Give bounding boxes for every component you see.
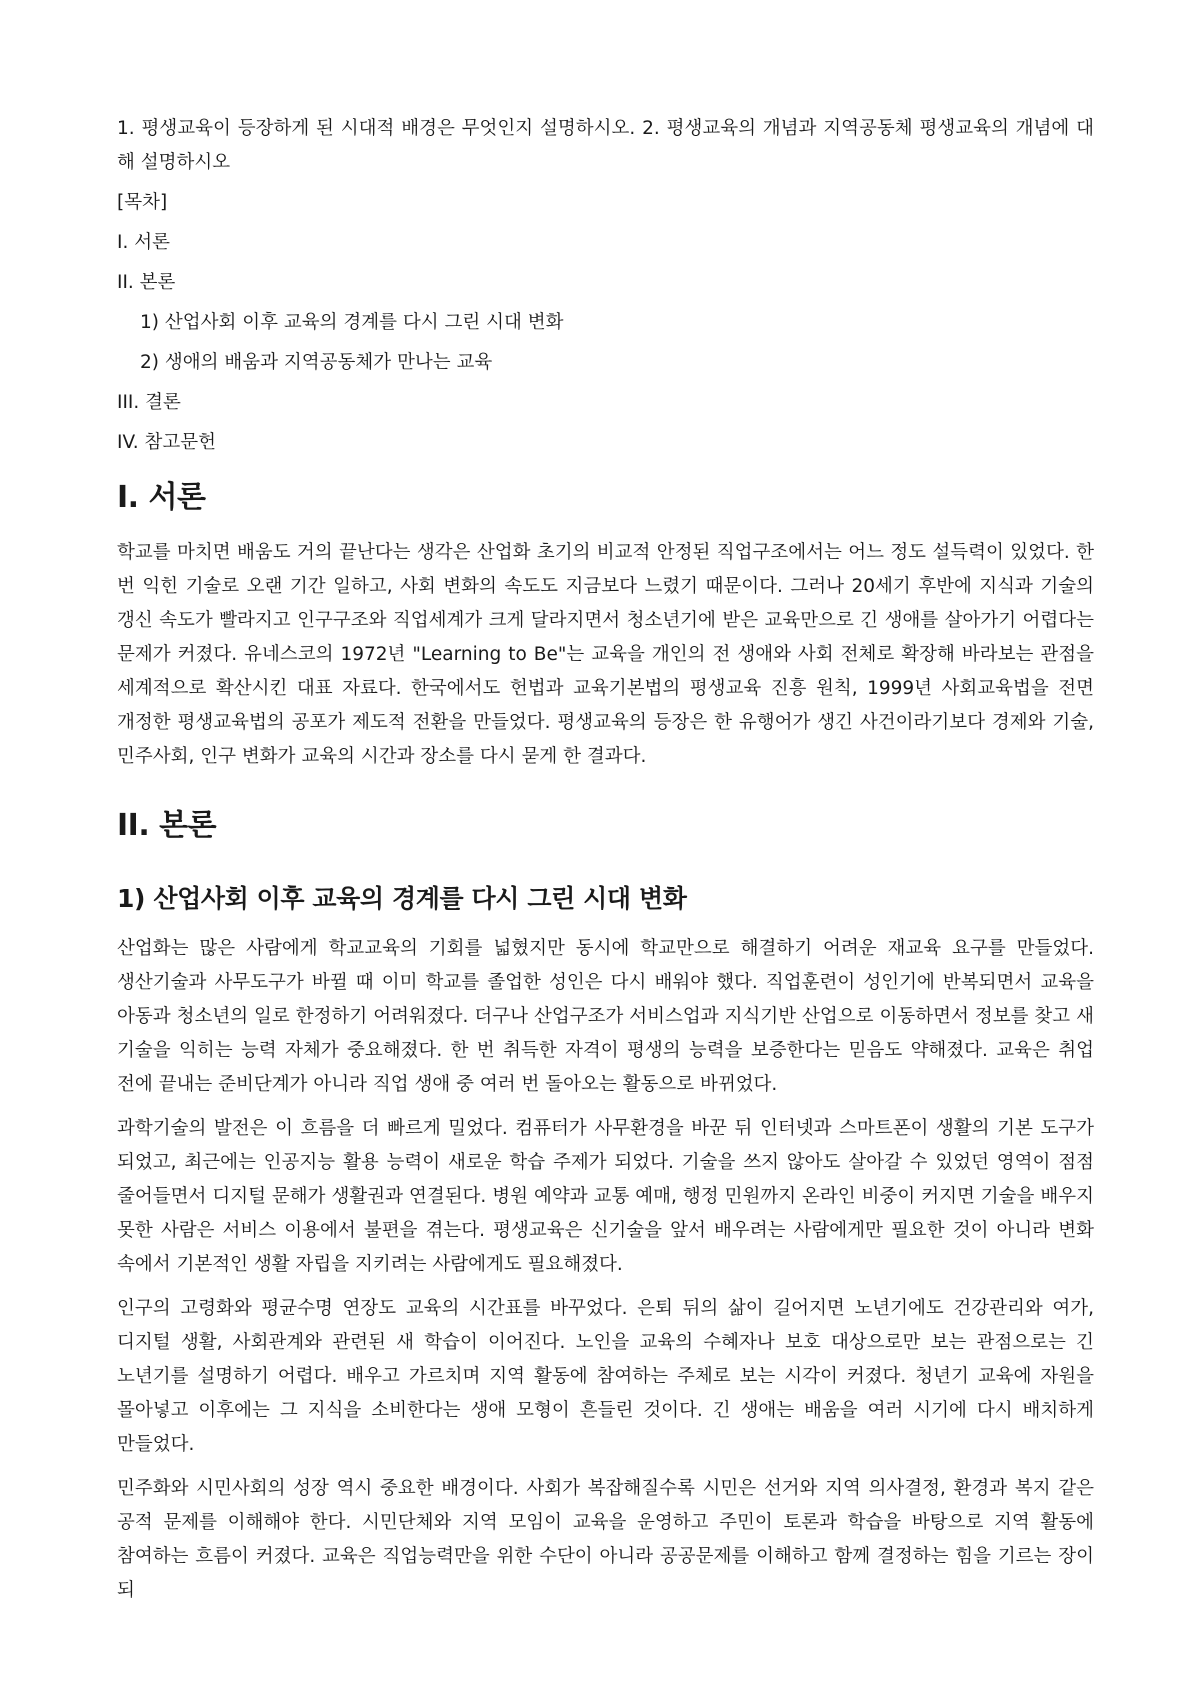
toc-item-conclusion: III. 결론 xyxy=(117,392,181,413)
toc-subitem-1: 1) 산업사회 이후 교육의 경계를 다시 그린 시대 변화 xyxy=(140,312,564,333)
toc-item-body: II. 본론 xyxy=(117,272,176,293)
subsection-heading-1: 1) 산업사회 이후 교육의 경계를 다시 그린 시대 변화 xyxy=(117,884,687,913)
section-spacer xyxy=(117,784,1094,806)
toc-item-intro: I. 서론 xyxy=(117,232,170,253)
section-heading-body: II. 본론 xyxy=(117,808,217,843)
subsection-spacer xyxy=(117,864,1094,882)
assignment-question: 1. 평생교육이 등장하게 된 시대적 배경은 무엇인지 설명하시오. 2. 평생교육의 개념과 지역공동체 평생교육의 개념에 대해 설명하시오 xyxy=(117,118,1094,173)
intro-paragraph: 학교를 마치면 배움도 거의 끝난다는 생각은 산업화 초기의 비교적 안정된 직업구조에서는 어느 정도 설득력이 있었다. 한 번 익힌 기술로 오랜 기간 일하고, 사회 변화의 속도도 지금보다 느렸기 때문이다. 그러나 20세기 후반에 지식과 기술의 갱신 속도가 빨라지고 인구구조와 직업세계가 크게 달라지면서 청소년기에 받은 교육만으로 긴 생애를 살아가기 어렵다는 문제가 커졌다. 유네스코의 1972년 "Learning to Be"는 교육을 개인의 전 생애와 사회 전체로 확장해 바라보는 관점을 세계적으로 확산시킨 대표 자료다. 한국에서도 헌법과 교육기본법의 평생교육 진흥 원칙, 1999년 사회교육법을 전면 개정한 평생교육법의 공포가 제도적 전환을 만들었다. 평생교육의 등장은 한 유행어가 생긴 사건이라기보다 경제와 기술, 민주사회, 인구 변화가 교육의 시간과 장소를 다시 묻게 한 결과다. xyxy=(117,542,1094,767)
body-paragraph-4: 민주화와 시민사회의 성장 역시 중요한 배경이다. 사회가 복잡해질수록 시민은 선거와 지역 의사결정, 환경과 복지 같은 공적 문제를 이해해야 한다. 시민단체와 지역 모임이 교육을 운영하고 주민이 토론과 학습을 바탕으로 지역 활동에 참여하는 흐름이 커졌다. 교육은 직업능력만을 위한 수단이 아니라 공공문제를 이해하고 함께 결정하는 힘을 기르는 장이 되 xyxy=(117,1478,1094,1601)
toc-item-references: IV. 참고문헌 xyxy=(117,432,216,453)
body-paragraph-1: 산업화는 많은 사람에게 학교교육의 기회를 넓혔지만 동시에 학교만으로 해결하기 어려운 재교육 요구를 만들었다. 생산기술과 사무도구가 바뀔 때 이미 학교를 졸업한 성인은 다시 배워야 했다. 직업훈련이 성인기에 반복되면서 교육을 아동과 청소년의 일로 한정하기 어려워졌다. 더구나 산업구조가 서비스업과 지식기반 산업으로 이동하면서 정보를 찾고 새 기술을 익히는 능력 자체가 중요해졌다. 한 번 취득한 자격이 평생의 능력을 보증한다는 믿음도 약해졌다. 교육은 취업 전에 끝내는 준비단계가 아니라 직업 생애 중 여러 번 돌아오는 활동으로 바뀌었다. xyxy=(117,938,1094,1095)
toc-title: [목차] xyxy=(117,192,168,213)
body-paragraph-2: 과학기술의 발전은 이 흐름을 더 빠르게 밀었다. 컴퓨터가 사무환경을 바꾼 뒤 인터넷과 스마트폰이 생활의 기본 도구가 되었고, 최근에는 인공지능 활용 능력이 새로운 학습 주제가 되었다. 기술을 쓰지 않아도 살아갈 수 있었던 영역이 점점 줄어들면서 디지털 문해가 생활권과 연결된다. 병원 예약과 교통 예매, 행정 민원까지 온라인 비중이 커지면 기술을 배우지 못한 사람은 서비스 이용에서 불편을 겪는다. 평생교육은 신기술을 앞서 배우려는 사람에게만 필요한 것이 아니라 변화 속에서 기본적인 생활 자립을 지키려는 사람에게도 필요해졌다. xyxy=(117,1118,1094,1275)
body-paragraph-3: 인구의 고령화와 평균수명 연장도 교육의 시간표를 바꾸었다. 은퇴 뒤의 삶이 길어지면 노년기에도 건강관리와 여가, 디지털 생활, 사회관계와 관련된 새 학습이 이어진다. 노인을 교육의 수혜자나 보호 대상으로만 보는 관점으로는 긴 노년기를 설명하기 어렵다. 배우고 가르치며 지역 활동에 참여하는 주체로 보는 시각이 커졌다. 청년기 교육에 자원을 몰아넣고 이후에는 그 지식을 소비한다는 생애 모형이 흔들린 것이다. 긴 생애는 배움을 여러 시기에 다시 배치하게 만들었다. xyxy=(117,1298,1095,1455)
section-heading-intro: I. 서론 xyxy=(117,480,206,515)
table-of-contents xyxy=(117,190,1094,456)
toc-subitem-2: 2) 생애의 배움과 지역공동체가 만나는 교육 xyxy=(140,352,493,373)
